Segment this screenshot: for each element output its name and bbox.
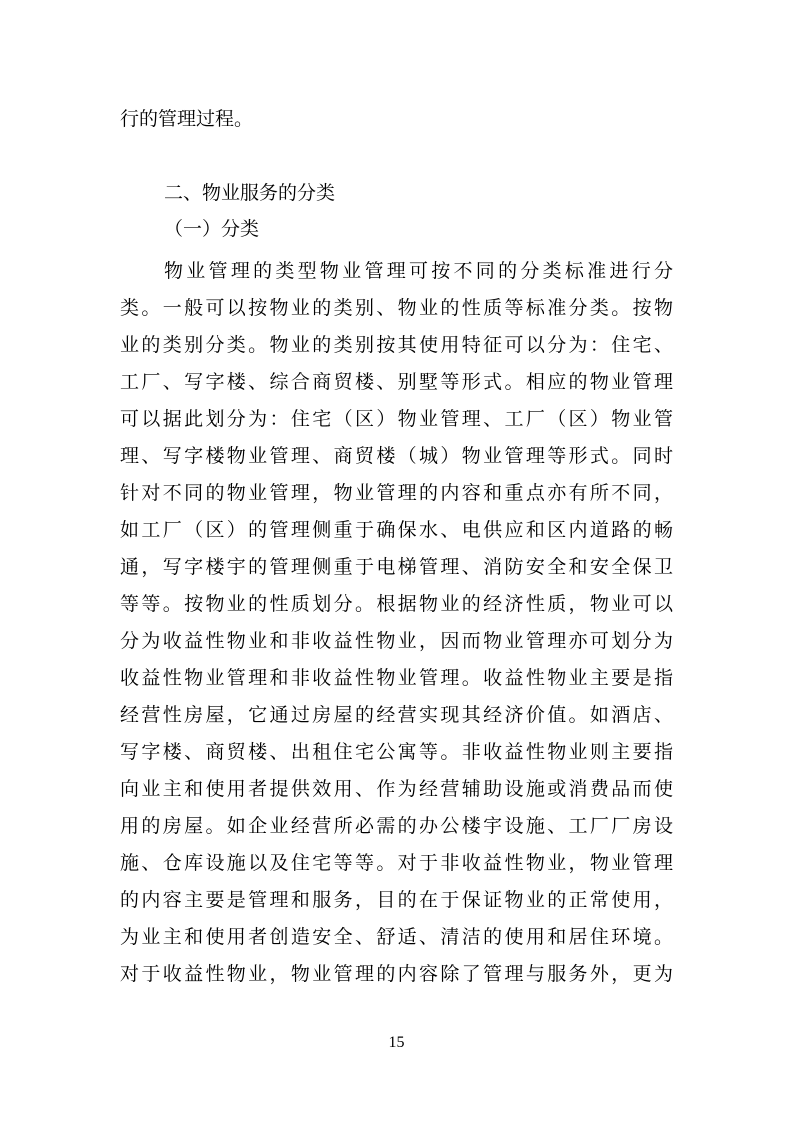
paragraph-line: 经营性房屋，它通过房屋的经营实现其经济价值。如酒店、: [120, 704, 673, 726]
paragraph-line: 分为收益性物业和非收益性物业，因而物业管理亦可划分为: [120, 630, 673, 652]
paragraph-line: 可以据此划分为：住宅（区）物业管理、工厂（区）物业管: [120, 408, 673, 430]
paragraph-line: 向业主和使用者提供效用、作为经营辅助设施或消费品而使: [120, 778, 673, 800]
paragraph-line: 业的类别分类。物业的类别按其使用特征可以分为：住宅、: [120, 334, 673, 356]
paragraph-line: 类。一般可以按物业的类别、物业的性质等标准分类。按物: [120, 297, 673, 319]
paragraph-line: 收益性物业管理和非收益性物业管理。收益性物业主要是指: [120, 667, 673, 689]
paragraph-line: 理、写字楼物业管理、商贸楼（城）物业管理等形式。同时: [120, 445, 673, 467]
paragraph-line: 写字楼、商贸楼、出租住宅公寓等。非收益性物业则主要指: [120, 741, 673, 763]
paragraph-line: 行的管理过程。: [120, 108, 254, 130]
paragraph-line: 通，写字楼宇的管理侧重于电梯管理、消防安全和安全保卫: [120, 556, 673, 578]
paragraph-line: 为业主和使用者创造安全、舒适、清洁的使用和居住环境。: [120, 926, 673, 948]
section-heading: 二、物业服务的分类: [164, 182, 336, 204]
page-number: 15: [388, 1034, 405, 1051]
paragraph-line: 等等。按物业的性质划分。根据物业的经济性质，物业可以: [120, 593, 673, 615]
paragraph-line: 用的房屋。如企业经营所必需的办公楼宇设施、工厂厂房设: [120, 815, 673, 837]
paragraph-line: 工厂、写字楼、综合商贸楼、别墅等形式。相应的物业管理: [120, 371, 673, 393]
paragraph-line: 物业管理的类型物业管理可按不同的分类标准进行分: [164, 260, 673, 282]
paragraph-line: 如工厂（区）的管理侧重于确保水、电供应和区内道路的畅: [120, 519, 673, 541]
paragraph-line: 施、仓库设施以及住宅等等。对于非收益性物业，物业管理: [120, 852, 673, 874]
paragraph-line: 针对不同的物业管理，物业管理的内容和重点亦有所不同，: [120, 482, 673, 504]
subsection-heading: （一）分类: [164, 218, 260, 240]
paragraph-line: 的内容主要是管理和服务，目的在于保证物业的正常使用，: [120, 889, 673, 911]
paragraph-line: 对于收益性物业，物业管理的内容除了管理与服务外，更为: [120, 963, 673, 985]
